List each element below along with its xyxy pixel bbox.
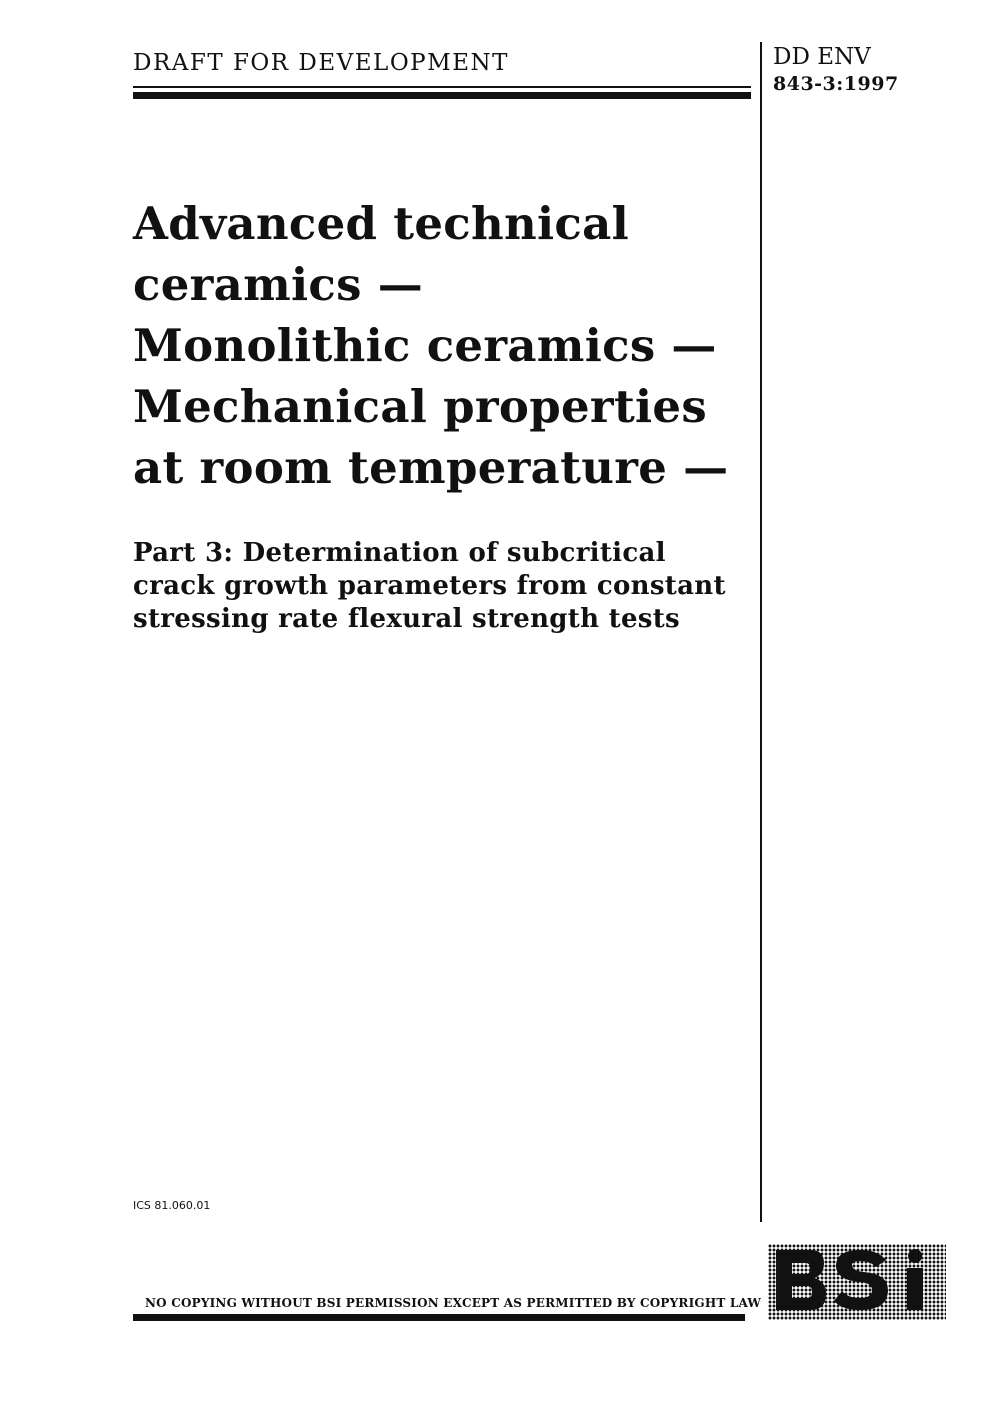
draft-label: DRAFT FOR DEVELOPMENT — [133, 50, 509, 76]
header-rule-thick — [133, 92, 751, 99]
subtitle-line: stressing rate flexural strength tests — [133, 604, 680, 634]
subtitle-line: Part 3: Determination of subcritical — [133, 538, 666, 568]
title-line: Monolithic ceramics — — [133, 319, 717, 372]
title-line: Advanced technical — [133, 197, 629, 250]
document-number-line2: 843-3:1997 — [773, 73, 899, 95]
main-title — [133, 193, 753, 498]
title-line: ceramics — — [133, 258, 424, 311]
header-rule-thin — [133, 86, 751, 88]
ics-code: ICS 81.060.01 — [133, 1199, 211, 1212]
title-line: Mechanical properties — [133, 380, 707, 433]
footer-rule — [133, 1314, 745, 1321]
bsi-logo-icon — [768, 1244, 946, 1320]
copyright-notice: NO COPYING WITHOUT BSI PERMISSION EXCEPT AS PERMITTED BY COPYRIGHT LAW — [145, 1296, 762, 1310]
document-number — [773, 44, 899, 98]
title-line: at room temperature — — [133, 441, 729, 494]
subtitle — [133, 537, 758, 636]
document-number-line1: DD ENV — [773, 44, 871, 70]
subtitle-line: crack growth parameters from constant — [133, 571, 726, 601]
vertical-divider — [760, 42, 762, 1222]
